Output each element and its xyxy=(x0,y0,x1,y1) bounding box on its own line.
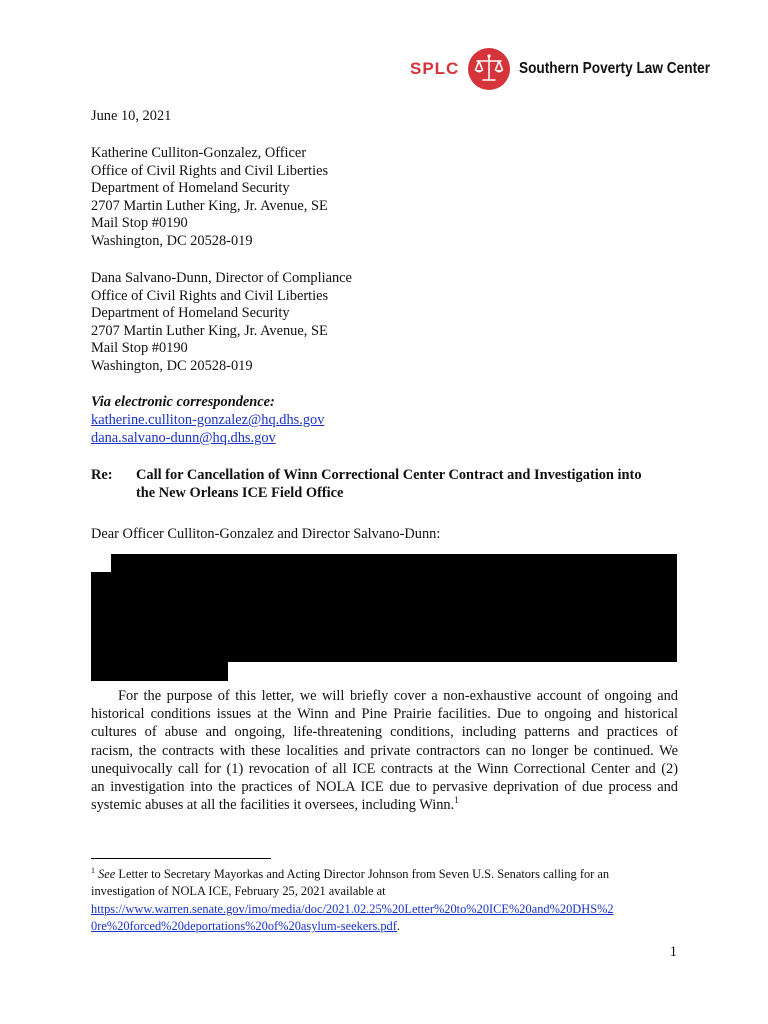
body-paragraph xyxy=(91,687,678,814)
via-electronic-label: Via electronic correspondence: xyxy=(91,394,275,410)
address-line: 2707 Martin Luther King, Jr. Avenue, SE xyxy=(91,197,328,214)
address-line: Mail Stop #0190 xyxy=(91,340,188,357)
address-line: Dana Salvano-Dunn, Director of Compliance xyxy=(91,270,352,286)
footnote-url-link-continued[interactable]: 0re%20forced%20deportations%20of%20asylum-seekers.pdf xyxy=(91,919,397,934)
footnote xyxy=(91,866,614,936)
footnote-divider xyxy=(91,858,271,859)
recipient-address-2 xyxy=(91,270,352,376)
paragraph-line: cultures of abuse and ongoing, life-threatening conditions, including patterns and practices of xyxy=(91,724,678,741)
footnote-see: See xyxy=(98,867,116,881)
footnote-marker: 1 xyxy=(91,866,95,875)
address-line: Office of Civil Rights and Civil Liberties xyxy=(91,162,329,179)
letter-date: June 10, 2021 xyxy=(91,108,172,124)
paragraph-last-line xyxy=(91,796,678,814)
email-link-culliton-gonzalez[interactable]: katherine.culliton-gonzalez@hq.dhs.gov xyxy=(91,412,325,428)
address-line: Washington, DC 20528-019 xyxy=(91,232,253,249)
address-line: 2707 Martin Luther King, Jr. Avenue, SE xyxy=(91,322,328,339)
paragraph-line-text: systemic abuses at all the facilities it oversees, including Winn. xyxy=(91,797,455,814)
logo-organization-name: Southern Poverty Law Center xyxy=(519,60,711,77)
scales-of-justice-icon xyxy=(467,47,511,91)
footnote-url-link[interactable]: https://www.warren.senate.gov/imo/media/doc/2021.02.25%20Letter%20to%20ICE%20and%20DHS%2 xyxy=(91,901,614,916)
redaction-bar xyxy=(111,554,677,574)
subject-text xyxy=(136,466,642,502)
subject-label: Re: xyxy=(91,467,113,483)
address-line: Katherine Culliton-Gonzalez, Officer xyxy=(91,145,307,161)
redaction-bar xyxy=(91,572,677,662)
address-line: Department of Homeland Security xyxy=(91,180,290,197)
paragraph-line: historical conditions issues at the Winn and Pine Prairie facilities. Due to ongoing and historical xyxy=(91,706,678,723)
footnote-line-2: investigation of NOLA ICE, February 25, 2021 available at xyxy=(91,884,386,899)
footnote-url-line-1 xyxy=(91,901,614,918)
paragraph-line: racism, the contracts with these localities and private contractors can no longer be continued. We xyxy=(91,742,678,759)
address-line: Department of Homeland Security xyxy=(91,305,290,322)
subject-line-2: the New Orleans ICE Field Office xyxy=(136,485,344,501)
address-line: Washington, DC 20528-019 xyxy=(91,357,253,374)
address-line: Office of Civil Rights and Civil Liberties xyxy=(91,287,329,304)
salutation: Dear Officer Culliton-Gonzalez and Director Salvano-Dunn: xyxy=(91,526,441,542)
email-list xyxy=(91,412,324,447)
footnote-line-1 xyxy=(91,866,614,883)
paragraph-line: unequivocally call for (1) revocation of all ICE contracts at the Winn Correctional Center and (2) xyxy=(91,760,678,777)
logo-abbreviation: SPLC xyxy=(410,59,460,78)
redaction-bar xyxy=(91,660,228,681)
splc-logo xyxy=(410,46,736,92)
footnote-url-end: . xyxy=(396,919,400,934)
email-link-salvano-dunn[interactable]: dana.salvano-dunn@hq.dhs.gov xyxy=(91,429,276,446)
footnote-reference[interactable]: 1 xyxy=(454,795,459,806)
footnote-url-line-2 xyxy=(91,918,614,935)
page-number: 1 xyxy=(669,944,677,960)
address-line: Mail Stop #0190 xyxy=(91,215,188,232)
footnote-text: Letter to Secretary Mayorkas and Acting Director Johnson from Seven U.S. Senators calling for an xyxy=(115,867,610,881)
recipient-address-1 xyxy=(91,145,328,251)
subject-line-1: Call for Cancellation of Winn Correctional Center Contract and Investigation into xyxy=(136,467,642,483)
paragraph-line: For the purpose of this letter, we will briefly cover a non-exhaustive account of ongoing and xyxy=(118,688,678,704)
paragraph-line: an investigation into the practices of NOLA ICE due to pervasive deprivation of due process and xyxy=(91,779,678,796)
